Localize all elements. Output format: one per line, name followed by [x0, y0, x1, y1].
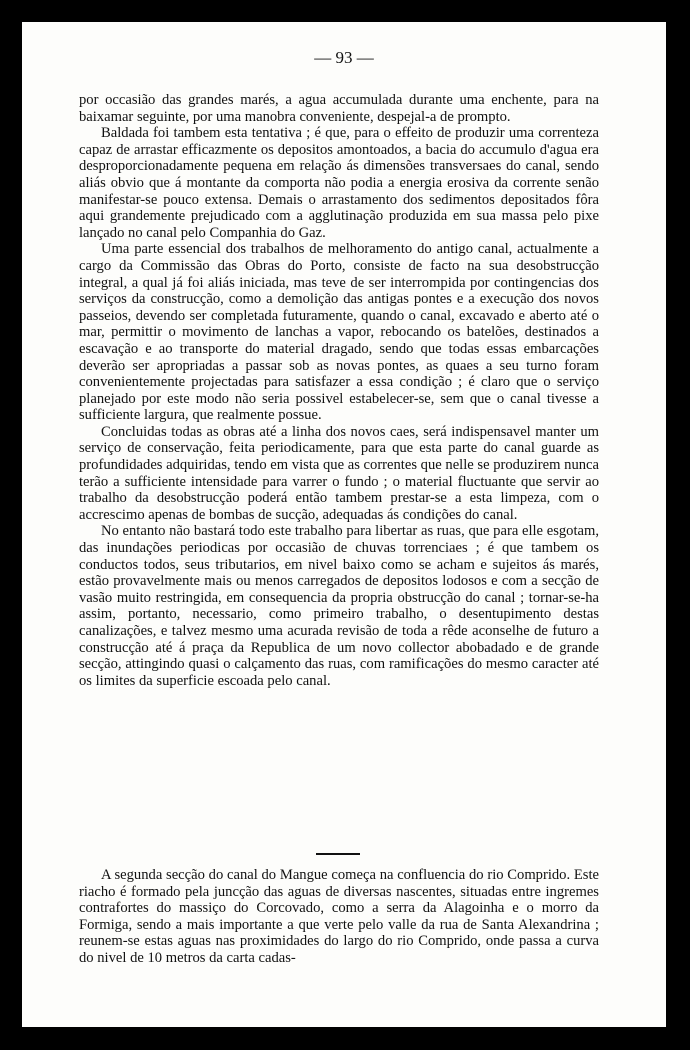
paragraph: No entanto não bastará todo este trabalho para libertar as ruas, que para elle esgotam, das inundações periodicas por occasião de chuvas torrenciaes ; é que tambem os conductos todos, seus tributarios, em nivel baixo como se acham e sujeitos ás marés, estão provavelmente mais ou menos carregados de depositos lodosos e com a secção de vasão muito restringida, em consequencia da propria obstrucção do canal ; tornar-se-ha assim, portanto, necessario, como primeiro trabalho, o desentupimento destas canalizações, e talvez mesmo uma acurada revisão de toda a rêde aconselhe de futuro a construcção até á praça da Republica de um novo collector abobadado e de grande secção, attingindo quasi o calçamento das ruas, com ramificações do mesmo caracter até os limites da superficie escoada pelo canal. [79, 523, 599, 689]
paragraph: A segunda secção do canal do Mangue começa na confluencia do rio Comprido. Este riacho é formado pela juncção das aguas de diversas nascentes, situadas entre ingremes contrafortes do massiço do Corcovado, como a serra da Alagoinha e o morro da Formiga, sendo a mais importante a que verte pelo valle da rua de Santa Alexandrina ; reunem-se estas aguas nas proximidades do largo do rio Comprido, onde passa a curva do nivel de 10 metros da carta cadas- [79, 867, 599, 966]
paragraph: por occasião das grandes marés, a agua accumulada durante uma enchente, para na baixamar seguinte, por uma manobra conveniente, despejal-a de prompto. [79, 92, 599, 125]
paragraph: Baldada foi tambem esta tentativa ; é que, para o effeito de produzir uma correnteza capaz de arrastar efficazmente os depositos amontoados, a bacia do accumulo d'agua era desproporcionadamente pequena em relação ás dimensões transversaes do canal, sendo aliás obvio que á montante da comporta não podia a energia erosiva da corrente senão manifestar-se pouco extensa. Demais o arrastamento dos sedimentos depositados fôra aqui grandemente prejudicado com a agglutinação produzida em sua massa pelo pixe lançado no canal pelo Companhia do Gaz. [79, 125, 599, 241]
paragraph: Uma parte essencial dos trabalhos de melhoramento do antigo canal, actualmente a cargo da Commissão das Obras do Porto, consiste de facto na sua desobstrucção integral, a qual já foi aliás iniciada, mas teve de ser interrompida por contingencias dos serviços da construcção, como a demolição das antigas pontes e a execução dos novos passeios, devendo ser completada futuramente, quando o canal, excavado e aberto até o mar, permittir o movimento de lanchas a vapor, rebocando os batelões, destinados a escavação e ao transporte do material dragado, sendo que todas essas embarcações deverão ser apropriadas a passar sob as novas pontes, as quaes a seu turno foram convenientemente projectadas para satisfazer a essa condição ; é claro que o serviço planejado por este modo não seria possivel estabelecer-se, sem que o canal tivesse a sufficiente largura, que realmente possue. [79, 241, 599, 424]
main-text-block [79, 92, 599, 689]
paragraph: Concluidas todas as obras até a linha dos novos caes, será indispensavel manter um serviço de conservação, feita periodicamente, para que esta parte do canal guarde as profundidades adquiridas, tendo em vista que as correntes que nelle se produzirem nunca terão a sufficiente intensidade para varrer o fundo ; o material fluctuante que servir ao trabalho da desobstrucção poderá então tambem prestar-se a esta limpeza, com o accrescimo apenas de bombas de sucção, adequadas ás condições do canal. [79, 423, 599, 523]
section-two-text-block [79, 867, 599, 967]
page-number: — 93 — [314, 48, 374, 67]
page [22, 22, 666, 1027]
section-divider [316, 853, 360, 855]
